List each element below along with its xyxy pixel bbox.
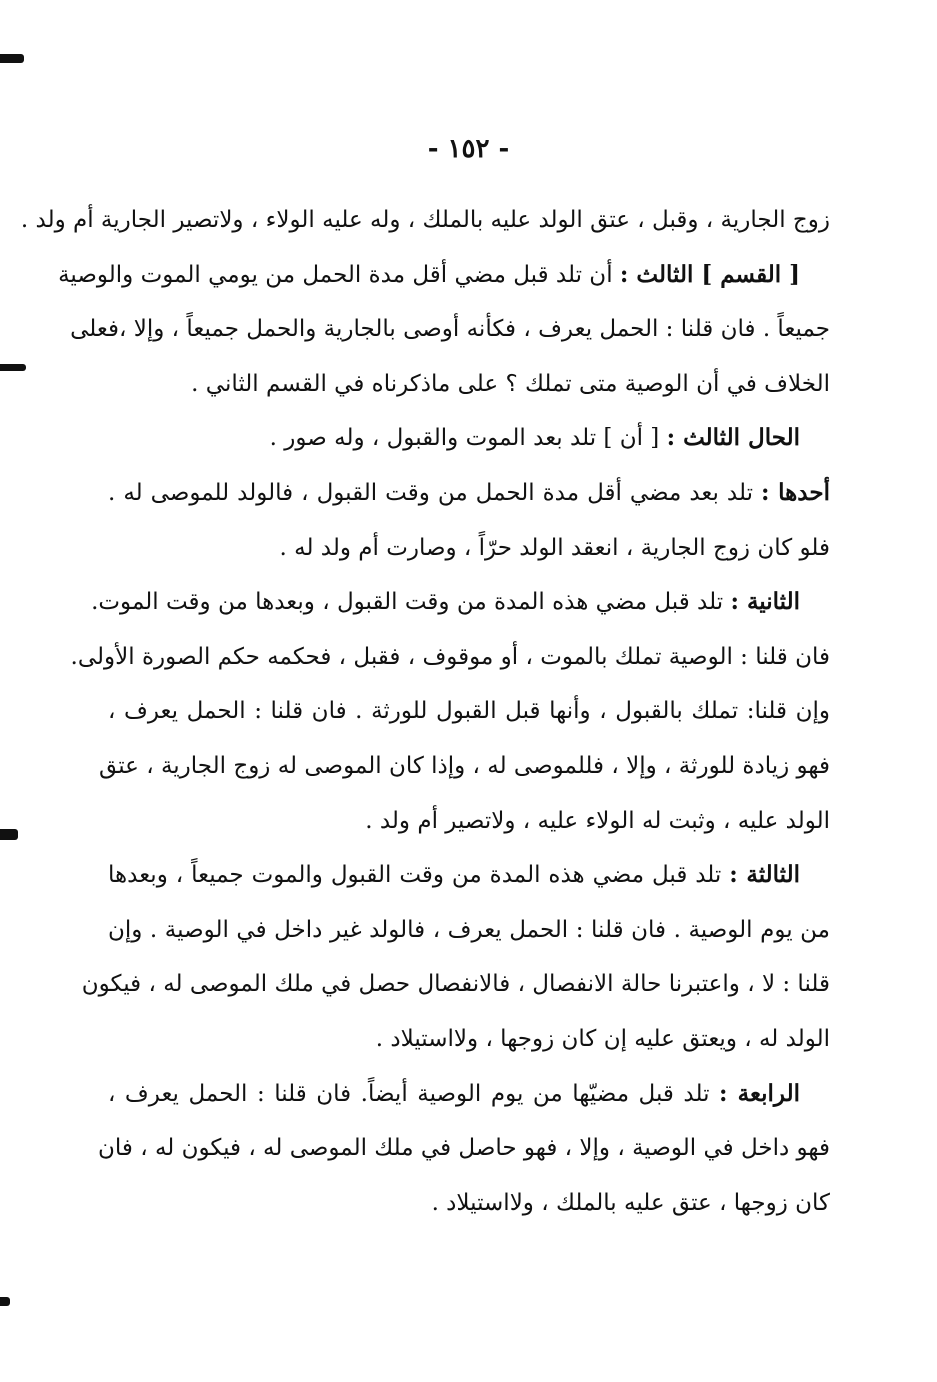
- line-text: الولد له ، ويعتق عليه إن كان زوجها ، ولااستيلاد .: [375, 1025, 830, 1052]
- text-line: [98, 1121, 830, 1176]
- line-text: فهو زيادة للورثة ، وإلا ، فللموصى له ، وإذا كان الموصى له زوج الجارية ، عتق: [99, 752, 830, 779]
- line-text: تلد بعد مضي أقل مدة الحمل من وقت القبول ، فالولد للموصى له .: [108, 479, 761, 506]
- line-text: فان قلنا : الوصية تملك بالموت ، أو موقوف ، فقبل ، فحكمه حكم الصورة الأولى.: [70, 643, 830, 670]
- text-line: [70, 630, 830, 685]
- line-text: [ أن ] تلد بعد الموت والقبول ، وله صور .: [269, 425, 667, 452]
- section-heading: [ القسم ] الثالث :: [619, 260, 800, 288]
- line-text: وإن قلنا: تملك بالقبول ، وأنها قبل القبول للورثة . فان قلنا : الحمل يعرف ،: [108, 698, 830, 725]
- text-line: [108, 357, 830, 412]
- text-line: [108, 794, 830, 849]
- line-text: قلنا : لا ، واعتبرنا حالة الانفصال ، فالانفصال حصل في ملك الموصى له ، فيكون: [81, 971, 830, 998]
- line-text: الخلاف في أن الوصية متى تملك ؟ على ماذكرناه في القسم الثاني .: [191, 370, 830, 397]
- line-text: تلد قبل مضي هذه المدة من وقت القبول والموت جميعاً ، وبعدها: [108, 862, 730, 889]
- section-heading: أحدها :: [760, 478, 830, 506]
- body-text: [20, 193, 830, 1230]
- text-line: [91, 575, 830, 630]
- margin-mark: [0, 54, 24, 63]
- line-text: من يوم الوصية . فان قلنا : الحمل يعرف ، فالولد غير داخل في الوصية . وإن: [108, 916, 830, 943]
- line-text: فلو كان زوج الجارية ، انعقد الولد حرّاً ، وصارت أم ولد له .: [279, 534, 830, 561]
- line-text: أن تلد قبل مضي أقل مدة الحمل من يومي الموت والوصية: [58, 261, 620, 288]
- text-line: [108, 1012, 830, 1067]
- line-text: الولد عليه ، وثبت له الولاء عليه ، ولاتصير أم ولد .: [365, 807, 830, 834]
- margin-mark: [0, 829, 18, 840]
- line-text: كان زوجها ، عتق عليه بالملك ، ولااستيلاد .: [431, 1189, 830, 1216]
- text-line: [108, 1067, 830, 1122]
- section-heading: الثانية :: [730, 588, 800, 616]
- text-line: [108, 521, 830, 576]
- text-line: [108, 848, 830, 903]
- line-text: تلد قبل مضي هذه المدة من وقت القبول ، وبعدها من وقت الموت.: [91, 589, 731, 616]
- text-line: [108, 1176, 830, 1231]
- text-line: [70, 302, 830, 357]
- text-line: [108, 466, 830, 521]
- section-heading: الرابعة :: [718, 1079, 800, 1107]
- line-text: فهو داخل في الوصية ، وإلا ، فهو حاصل في ملك الموصى له ، فيكون له ، فان: [98, 1135, 830, 1162]
- page-number: - ١٥٢ -: [427, 134, 510, 164]
- section-heading: الثالثة :: [729, 861, 800, 889]
- line-text: تلد قبل مضيّها من يوم الوصية أيضاً. فان قلنا : الحمل يعرف ،: [108, 1080, 719, 1107]
- line-text: جميعاً . فان قلنا : الحمل يعرف ، فكأنه أوصى بالجارية والحمل جميعاً ، وإلا ،فعلى: [70, 316, 830, 343]
- text-line: [81, 957, 830, 1012]
- text-line: [108, 411, 830, 466]
- margin-mark: [0, 364, 26, 371]
- text-line: [20, 193, 830, 248]
- section-heading: الحال الثالث :: [666, 424, 800, 452]
- text-line: [108, 684, 830, 739]
- margin-mark: [0, 1297, 10, 1306]
- text-line: [58, 248, 830, 303]
- text-line: [108, 903, 830, 958]
- line-text: زوج الجارية ، وقبل ، عتق الولد عليه بالملك ، وله عليه الولاء ، ولاتصير الجارية أم ولد .: [20, 207, 830, 233]
- text-line: [99, 739, 830, 794]
